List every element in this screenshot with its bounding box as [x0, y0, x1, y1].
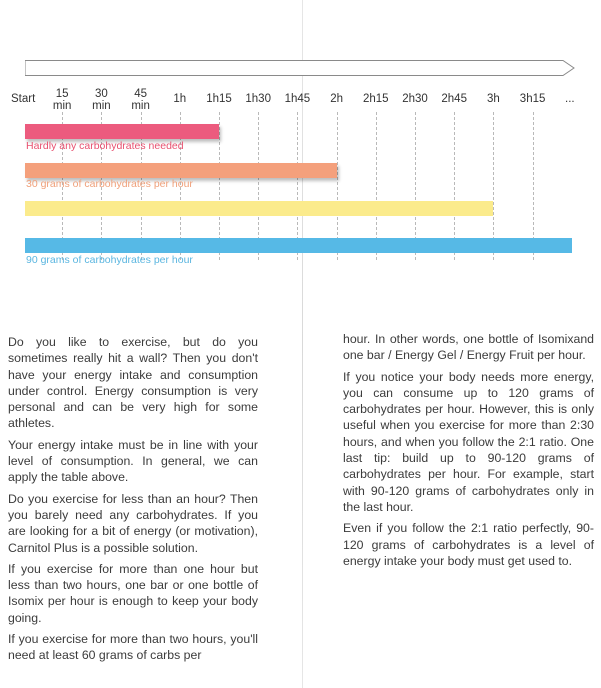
paragraph: If you notice your body needs more energy, you can consume up to 120 grams of carbohydrates per hour. However, this is only useful when you exercise for more than 2:30 hours, and when you follow the 2:1 ratio. One last tip: build up to 90-120 grams of carbohydrates per hour. For example, start with 90-120 grams of carbohydrates only in the last hour.	[343, 369, 594, 514]
left-text-column	[8, 334, 258, 669]
timeline-chart	[0, 0, 601, 300]
paragraph: Even if you follow the 2:1 ratio perfectly, 90-120 grams of carbohydrates is a level of energy intake your body must get used to.	[343, 521, 594, 568]
tick-label: 1h30	[245, 93, 271, 105]
tick-label: 30 min	[92, 88, 111, 112]
paragraph: If you exercise for more than one hour but less than two hours, one bar or one bottle of Isomix per hour is enough to keep your body going.	[8, 561, 258, 625]
paragraph: Do you like to exercise, but do you sometimes really hit a wall? Then you don't have your energy intake and consumption under control. Energy consumption is very personal and can be very high for some athletes.	[8, 335, 258, 431]
duration-bar	[25, 124, 219, 139]
paragraph: hour. In other words, one bottle of Isomixand one bar / Energy Gel / Energy Fruit per hour.	[343, 332, 594, 363]
tick-label: ...	[565, 93, 575, 105]
bar-label: 30 grams of carbohydrates per hour	[26, 178, 193, 190]
tick-label: 2h15	[363, 93, 389, 105]
tick-label: 1h15	[206, 93, 232, 105]
timeline-arrow	[25, 60, 575, 76]
paragraph: Do you exercise for less than an hour? Then you barely need any carbohydrates. If you are looking for a bit of energy (or motivation), Carnitol Plus is a possible solution.	[8, 491, 258, 555]
tick-label: 15 min	[52, 88, 72, 112]
tick-label: 2h	[330, 93, 343, 105]
tick-label: 1h	[173, 93, 187, 105]
paragraph: If you exercise for more than two hours, you'll need at least 60 grams of carbs per	[8, 632, 258, 663]
right-text-column	[343, 331, 594, 574]
tick-label: 2h45	[441, 93, 467, 105]
tick-label: 1h45	[284, 93, 311, 105]
bar-label: 90 grams of carbohydrates per hour	[26, 254, 193, 266]
tick-label: Start	[11, 93, 36, 105]
duration-bar	[25, 163, 337, 178]
bar-label: Hardly any carbohydrates needed	[26, 140, 184, 152]
paragraph: Your energy intake must be in line with your level of consumption. In general, we can apply the table above.	[8, 437, 258, 485]
duration-bar	[25, 238, 572, 253]
tick-label: 3h	[486, 93, 500, 105]
duration-bar	[25, 201, 493, 216]
tick-label: 2h30	[402, 93, 428, 105]
tick-label: 3h15	[519, 93, 546, 105]
tick-label: 45 min	[131, 88, 150, 112]
